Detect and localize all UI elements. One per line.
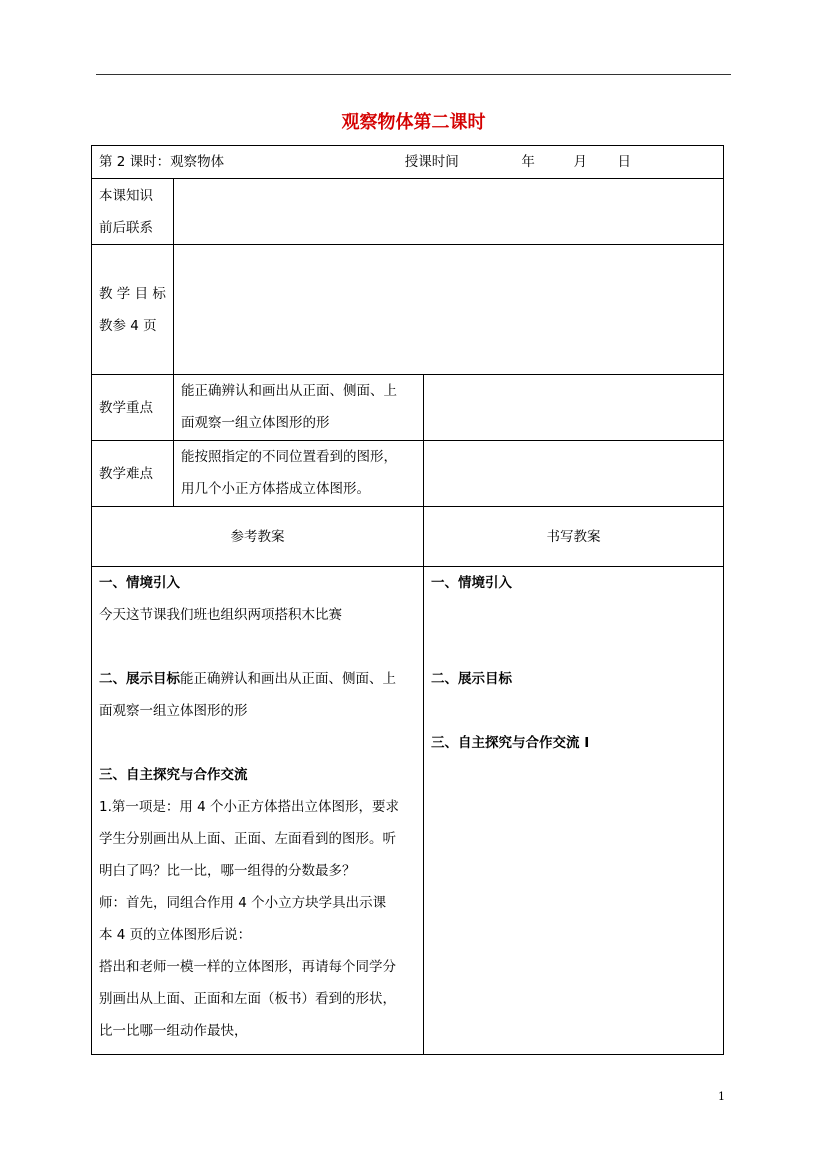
focus-row [92,375,724,441]
knowledge-content-cell [174,179,724,245]
focus-empty-cell [424,375,724,441]
lesson-header-cell [92,146,724,179]
focus-text-1: 能正确辨认和画出从正面、侧面、上 [181,383,397,399]
left-section-1-text: 今天这节课我们班也组织两项搭积木比赛 [99,607,342,623]
left-paragraph-line: 别画出从上面、正面和左面（板书）看到的形状， [99,991,396,1007]
goal-content-cell [174,245,724,375]
right-section-1-heading: 一、情境引入 [431,575,512,591]
left-paragraph-line: 师：首先，同组合作用 4 个小立方块学具出示课 [99,895,387,911]
content-row [92,567,724,1055]
left-section-1-heading: 一、情境引入 [99,575,180,591]
left-section-2-text-2: 面观察一组立体图形的形 [99,703,248,719]
right-section-3-heading: 三、自主探究与合作交流 I [431,735,590,751]
left-paragraph-line: 学生分别画出从上面、正面、左面看到的图形。听 [99,831,396,847]
page-title: 观察物体第二课时 [341,112,486,133]
focus-text-2: 面观察一组立体图形的形 [181,415,330,431]
left-paragraph-line: 比一比哪一组动作最快， [99,1023,248,1039]
focus-label: 教学重点 [92,375,174,441]
left-section-2-heading: 二、展示目标 [99,671,180,687]
difficulty-empty-cell [424,441,724,507]
goal-row [92,245,724,375]
lesson-plan-table [91,145,724,1055]
difficulty-text-cell [174,441,424,507]
goal-label-1: 教 学 目 标 [99,285,166,302]
left-paragraph-line: 明白了吗？比一比，哪一组得的分数最多？ [99,863,356,879]
knowledge-row [92,179,724,245]
day-label: 日 [617,154,632,170]
time-label: 授课时间 [404,154,459,170]
lesson-title: 第 2 课时：观察物体 [99,154,225,170]
written-plan-header: 书写教案 [424,507,724,567]
knowledge-label-1: 本课知识 [99,187,153,204]
written-plan-content [424,567,724,1055]
difficulty-text-2: 用几个小正方体搭成立体图形。 [181,481,370,497]
header-rule [96,74,731,75]
difficulty-text-1: 能按照指定的不同位置看到的图形， [181,449,397,465]
reference-plan-content [92,567,424,1055]
left-section-2-text-1: 能正确辨认和画出从正面、侧面、上 [180,671,396,687]
column-header-row [92,507,724,567]
month-label: 月 [573,154,587,170]
goal-label-2: 教参 4 页 [99,317,157,334]
left-paragraph-line: 本 4 页的立体图形后说： [99,927,252,943]
left-section-3-heading: 三、自主探究与合作交流 [99,767,248,783]
knowledge-label-cell [92,179,174,245]
difficulty-row [92,441,724,507]
focus-text-cell [174,375,424,441]
left-paragraph-line: 搭出和老师一模一样的立体图形，再请每个同学分 [99,959,396,975]
goal-label-cell [92,245,174,375]
left-paragraph-line: 1.第一项是：用 4 个小正方体搭出立体图形，要求 [99,799,400,815]
year-label: 年 [521,154,535,170]
difficulty-label: 教学难点 [92,441,174,507]
lesson-header-row [92,146,724,179]
right-section-2-heading: 二、展示目标 [431,671,512,687]
page-number: 1 [718,1090,725,1103]
knowledge-label-2: 前后联系 [99,219,153,236]
reference-plan-header: 参考教案 [92,507,424,567]
